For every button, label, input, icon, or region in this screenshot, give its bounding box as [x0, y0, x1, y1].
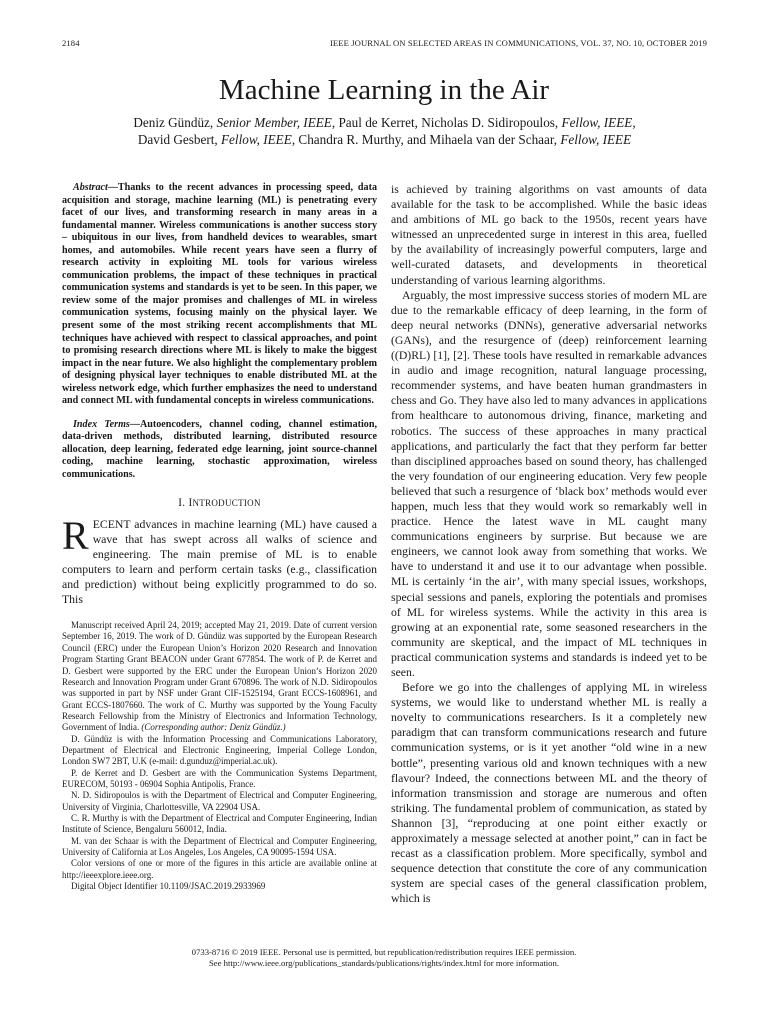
- left-column: [62, 182, 377, 892]
- author-2: , Paul de Kerret, Nicholas D. Sidiropoulos,: [331, 115, 562, 130]
- footnote-affiliation-1: D. Gündüz is with the Information Processing and Communications Laboratory, Department of Electrical and Electronic Engineering, Imperial College London, London SW7 2BT, U.K (e-mail: d.gunduz@imperial.ac.uk).: [62, 733, 377, 767]
- author-3: David Gesbert,: [137, 132, 221, 147]
- footnote-manuscript: [62, 620, 377, 733]
- right-column: [391, 182, 707, 907]
- intro-paragraph-3: Before we go into the challenges of applying ML in wireless systems, we would like to understand whether ML is really a novelty to communications researchers. Is it a completely new paradigm that can transform communications research and future communication systems, or is it yet another “old wine in a new bottle”, presenting various old and known techniques with a new flavour? Indeed, the connections between ML and the theory of information transmission and storage are numerous and often striking. The fundamental problem of communication, as stated by Shannon [3], “reproducing at one point either exactly or approximately a message selected at another point,” can in fact be recast as a classification problem. More specifically, symbol and sequence detection that constitute the core of any communication system are special cases of the general classification problem, which is: [391, 681, 707, 906]
- footnote-color: Color versions of one or more of the figures in this article are available online at http://ieeexplore.ieee.org.: [62, 858, 377, 880]
- footnote-manuscript-text: Manuscript received April 24, 2019; accepted May 21, 2019. Date of current version September 16, 2019. The work of D. Gündüz was supported by the European Research Council (ERC) under the European Union’s Horizon 2020 Research and Innovation Program Starting Grant BEACON under Grant 677854. The work of P. de Kerret and D. Gesbert were supported by the ERC under the European Union’s Horizon 2020 Research and Innovation Program under Grant 670896. The work of N.D. Sidiropoulos was supported in part by NSF under Grant CIF-1525194, Grant ECCS-1608961, and Grant ECCS-1807660. The work of C. Murthy was supported by the Young Faculty Research Fellowship from the Ministry of Electronics and Information Technology, Government of India.: [62, 620, 377, 733]
- paper-title: Machine Learning in the Air: [218, 74, 550, 106]
- drop-cap: R: [62, 512, 89, 558]
- corresponding-author: (Corresponding author: Deniz Gündüz.): [141, 722, 286, 733]
- section-first-letter: I: [188, 496, 193, 509]
- footnote-affiliation-2: P. de Kerret and D. Gesbert are with the Communication Systems Department, EURECOM, 50193 - 06904 Sophia Antipolis, France.: [62, 767, 377, 789]
- abstract: [62, 182, 377, 408]
- author-1-role: Senior Member, IEEE: [216, 115, 332, 130]
- section-rest: NTRODUCTION: [192, 497, 261, 508]
- footnote-doi: Digital Object Identifier 10.1109/JSAC.2019.2933969: [71, 881, 266, 892]
- footnote-affiliation-3: N. D. Sidiropoulos is with the Department of Electrical and Computer Engineering, University of Virginia, Charlottesville, VA 22904 USA.: [62, 790, 377, 812]
- author-4: , Chandra R. Murthy, and Mihaela van der Schaar,: [291, 132, 561, 147]
- author-4-role: Fellow, IEEE: [560, 132, 632, 147]
- rights-link-line: See http://www.ieee.org/publications_standards/publications/rights/index.html for more information.: [208, 958, 560, 969]
- index-terms-label: Index Terms: [73, 418, 130, 430]
- footnote-affiliation-4: C. R. Murthy is with the Department of Electrical and Computer Engineering, Indian Institute of Science, Bengaluru 560012, India.: [62, 812, 377, 835]
- author-2-end: ,: [632, 115, 636, 130]
- author-3-role: Fellow, IEEE: [221, 132, 292, 147]
- intro-paragraph-1-text: ECENT advances in machine learning (ML) have caused a wave that has swept across all walks of science and engineering. The main premise of ML is to enable computers to learn and perform certain tasks (e.g., classification and prediction) without being explicitly programmed to do so. This: [62, 517, 377, 607]
- footnote-affiliation-5: M. van der Schaar is with the Department of Electrical and Computer Engineering, University of California at Los Angeles, Los Angeles, CA 90095-1594 USA.: [62, 835, 377, 858]
- section-heading: [62, 497, 377, 509]
- author-list: [62, 114, 707, 148]
- journal-header: IEEE JOURNAL ON SELECTED AREAS IN COMMUNICATIONS, VOL. 37, NO. 10, OCTOBER 2019: [329, 38, 707, 48]
- page-number: 2184: [62, 38, 80, 48]
- intro-paragraph-2: Arguably, the most impressive success stories of modern ML are due to the remarkable efficacy of deep learning, in the form of deep neural networks (DNNs), generative adversarial networks (GANs), and the resurgence of (deep) reinforcement learning ((D)RL) [1], [2]. These tools have resulted in remarkable advances in audio and image recognition, natural language processing, recommender systems, and have beaten human grandmasters in chess and Go. They have also led to many advances in applications from healthcare to autonomous driving, finance, marketing and robotics. The success of these approaches in many practical applications, and particularly the fact that they perform far better than disciplined approaches based on sound theory, has challenged the very foundation of our engineering education. Very few people believed that such a resurgence of ‘black box’ methods would ever happen, much less that they would work so remarkably well in practice. Hence the latest wave in ML caught many communications engineers by surprise. But because we are engineers, we cannot look away from something that works. We have to understand it and use it to our advantage when possible. ML is certainly ‘in the air’, with many special issues, workshops, special sessions and panels, exploring the potentials and promises of ML for wireless systems. While the activity in this area is growing at an exponential rate, some seasoned researchers in the community are skeptical, and the impact of ML techniques in practical communication systems and standards is indeed yet to be seen.: [391, 288, 707, 679]
- copyright-line: 0733-8716 © 2019 IEEE. Personal use is permitted, but republication/redistribution requires IEEE permission.: [191, 947, 577, 957]
- index-terms: [62, 419, 377, 482]
- footnotes: [62, 620, 377, 892]
- author-2-role: Fellow, IEEE: [561, 115, 633, 130]
- abstract-label: Abstract: [73, 182, 108, 193]
- intro-paragraph-1: [62, 512, 377, 608]
- copyright-footer: [0, 947, 768, 970]
- section-number: I.: [178, 496, 189, 509]
- abstract-text: —Thanks to the recent advances in processing speed, data acquisition and storage, machine learning (ML) is penetrating every facet of our lives, and transforming research in many areas in a fundamental manner. Wireless communications is another success story – ubiquitous in our lives, from handheld devices to wearables, smart homes, and automobiles. While recent years have seen a flurry of research activity in exploiting ML tools for various wireless communication problems, the impact of these techniques in practical communication systems and standards is yet to be seen. In this paper, we review some of the major promises and challenges of ML in wireless communication systems, focusing mainly on the physical layer. We present some of the most striking recent accomplishments that ML techniques have achieved with respect to classical approaches, and point to promising research directions where ML is likely to make the biggest impact in the near future. We also highlight the complementary problem of designing physical layer techniques to enable distributed ML at the wireless network edge, which further emphasizes the need to understand and connect ML with fundamental concepts in wireless communications.: [62, 182, 377, 407]
- intro-paragraph-1-continued: is achieved by training algorithms on vast amounts of data available for the task to be accomplished. While the basic ideas and ambitions of ML go back to the 1950s, recent years have witnessed an unprecedented surge in interest in this area, fuelled by the availability of increasingly powerful computers, large and well-curated datasets, and developments in theoretical understanding of various learning algorithms.: [391, 183, 707, 287]
- author-1: Deniz Gündüz,: [133, 115, 217, 130]
- index-terms-text: —Autoencoders, channel coding, channel estimation, data-driven methods, distributed learning, distributed resource allocation, deep learning, federated edge learning, joint source-channel coding, machine learning, stochastic approximation, wireless communications.: [62, 418, 377, 481]
